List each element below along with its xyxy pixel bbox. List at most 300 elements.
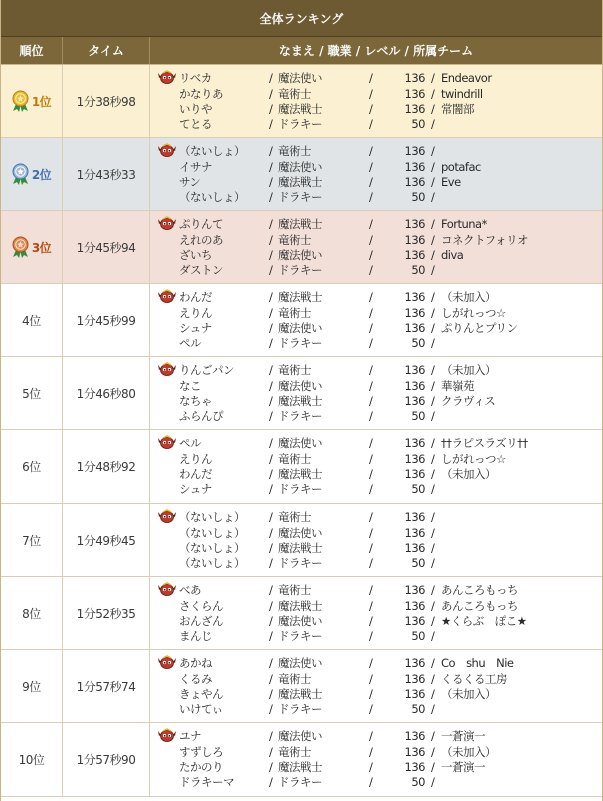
member-team: しがれっつ☆ [441, 306, 506, 320]
member-line [150, 702, 602, 717]
separator: / [269, 102, 273, 116]
member-name: シュナ [179, 321, 212, 335]
rank-label: 10位 [18, 753, 45, 767]
member-team: Endeavor [441, 71, 492, 85]
member-line [150, 217, 602, 232]
members-cell [150, 723, 602, 796]
member-job: 魔法戦士 [278, 687, 322, 701]
member-level: 136 [404, 71, 425, 85]
rank-cell [1, 211, 63, 283]
separator: / [369, 436, 373, 450]
member-team: くるくる工房 [441, 672, 507, 686]
separator: / [369, 160, 373, 174]
member-job: 魔法使い [278, 248, 322, 262]
separator: / [431, 510, 435, 524]
separator: / [269, 263, 273, 277]
separator: / [269, 248, 273, 262]
separator: / [269, 233, 273, 247]
separator: / [369, 760, 373, 774]
member-job: ドラキー [278, 336, 322, 350]
separator: / [369, 629, 373, 643]
separator: / [269, 583, 273, 597]
separator: / [369, 745, 373, 759]
member-list [150, 357, 602, 429]
separator: / [269, 687, 273, 701]
member-line [150, 467, 602, 482]
separator: / [431, 629, 435, 643]
member-level: 136 [404, 583, 425, 597]
member-team: twindrill [441, 87, 483, 101]
member-name: シュナ [179, 482, 212, 496]
separator: / [431, 190, 435, 204]
member-line [150, 672, 602, 687]
member-name: ユナ [179, 729, 201, 743]
member-job: 魔法使い [278, 436, 322, 450]
separator: / [431, 409, 435, 423]
member-level: 50 [411, 702, 425, 716]
separator: / [269, 336, 273, 350]
member-level: 136 [404, 217, 425, 231]
clear-time: 1分57秒74 [76, 679, 136, 694]
separator: / [369, 702, 373, 716]
member-job: 魔法使い [278, 160, 322, 174]
member-level: 136 [404, 144, 425, 158]
member-team: ぷりんとプリン [441, 321, 518, 335]
member-list [150, 577, 602, 649]
member-line [150, 102, 602, 117]
member-name: りんごパン [179, 363, 234, 377]
member-team: ★くらぶ ぽこ★ [441, 614, 527, 628]
member-level: 136 [404, 467, 425, 481]
separator: / [269, 760, 273, 774]
header-time: タイム [63, 37, 150, 64]
separator: / [269, 541, 273, 555]
separator: / [369, 452, 373, 466]
rank-label: 7位 [22, 533, 41, 548]
separator: / [431, 760, 435, 774]
separator: / [269, 71, 273, 85]
rank-cell [1, 577, 63, 649]
separator: / [269, 363, 273, 377]
member-line [150, 775, 602, 790]
member-team: 華嶺苑 [441, 379, 474, 393]
separator: / [431, 117, 435, 131]
member-team: クラヴィス [441, 394, 496, 408]
separator: / [269, 467, 273, 481]
separator: / [369, 233, 373, 247]
separator: / [369, 87, 373, 101]
separator: / [369, 263, 373, 277]
ranking-row [1, 211, 602, 284]
member-line [150, 687, 602, 702]
member-level: 136 [404, 599, 425, 613]
ranking-row [1, 65, 602, 138]
separator: / [369, 409, 373, 423]
separator: / [269, 160, 273, 174]
member-list [150, 211, 602, 283]
header-rank: 順位 [1, 37, 63, 64]
ranking-row [1, 284, 602, 357]
clear-time: 1分46秒80 [76, 386, 136, 401]
member-name: （ないしょ） [179, 510, 245, 524]
member-name: （ないしょ） [179, 556, 245, 570]
member-team: あんころもっち [441, 583, 518, 597]
rank-cell [1, 65, 63, 137]
separator: / [369, 656, 373, 670]
member-level: 136 [404, 687, 425, 701]
member-level: 136 [404, 87, 425, 101]
members-cell [150, 577, 602, 649]
rank-label: 1位 [31, 94, 52, 109]
member-level: 136 [404, 233, 425, 247]
team-leader-icon [157, 362, 177, 376]
member-line [150, 729, 602, 744]
member-name: えりん [179, 306, 212, 320]
members-cell [150, 357, 602, 429]
separator: / [431, 248, 435, 262]
separator: / [269, 409, 273, 423]
member-name: サン [179, 175, 201, 189]
member-job: ドラキー [278, 629, 322, 643]
member-job: ドラキー [278, 190, 322, 204]
member-line [150, 656, 602, 671]
member-job: ドラキー [278, 117, 322, 131]
ranking-row [1, 650, 602, 723]
separator: / [369, 510, 373, 524]
separator: / [269, 290, 273, 304]
time-cell [63, 284, 150, 356]
member-name: イサナ [179, 160, 212, 174]
member-team: ††ラピスラズリ†† [441, 436, 528, 450]
separator: / [369, 482, 373, 496]
separator: / [269, 599, 273, 613]
member-job: 竜術士 [278, 233, 311, 247]
member-level: 136 [404, 175, 425, 189]
team-leader-icon [157, 216, 177, 230]
separator: / [431, 160, 435, 174]
separator: / [269, 614, 273, 628]
member-team: diva [441, 248, 464, 262]
member-list [150, 65, 602, 137]
member-line [150, 583, 602, 598]
member-name: なこ [179, 379, 201, 393]
rank-label: 4位 [22, 313, 41, 328]
separator: / [431, 394, 435, 408]
clear-time: 1分45秒94 [76, 240, 136, 255]
clear-time: 1分49秒45 [76, 533, 136, 548]
separator: / [269, 526, 273, 540]
member-line [150, 175, 602, 190]
member-level: 136 [404, 672, 425, 686]
separator: / [431, 363, 435, 377]
separator: / [269, 394, 273, 408]
separator: / [269, 436, 273, 450]
time-cell [63, 65, 150, 137]
member-line [150, 71, 602, 86]
member-line [150, 248, 602, 263]
time-cell [63, 723, 150, 796]
separator: / [269, 556, 273, 570]
member-name: まんじ [179, 629, 212, 643]
separator: / [431, 526, 435, 540]
separator: / [269, 452, 273, 466]
member-job: 魔法戦士 [278, 217, 322, 231]
separator: / [369, 190, 373, 204]
separator: / [431, 290, 435, 304]
rank-label: 6位 [22, 460, 41, 474]
separator: / [269, 321, 273, 335]
member-job: ドラキー [278, 556, 322, 570]
rank-cell [1, 357, 63, 429]
member-line [150, 336, 602, 351]
member-job: 魔法使い [278, 321, 322, 335]
rank-cell [1, 284, 63, 356]
time-cell [63, 504, 150, 576]
member-level: 136 [404, 452, 425, 466]
member-name: えりん [179, 452, 212, 466]
clear-time: 1分38秒98 [76, 94, 136, 109]
member-team: （未加入） [441, 467, 496, 481]
separator: / [369, 394, 373, 408]
member-job: 竜術士 [278, 452, 311, 466]
member-job: 魔法戦士 [278, 541, 322, 555]
separator: / [269, 672, 273, 686]
ranking-row [1, 577, 602, 650]
separator: / [369, 71, 373, 85]
member-name: ふらんぴ [179, 409, 223, 423]
member-job: 魔法戦士 [278, 760, 322, 774]
separator: / [431, 102, 435, 116]
separator: / [431, 614, 435, 628]
clear-time: 1分57秒90 [76, 753, 136, 767]
member-level: 50 [411, 336, 425, 350]
separator: / [369, 541, 373, 555]
member-name: ダストン [179, 263, 223, 277]
member-line [150, 436, 602, 451]
member-name: べあ [179, 583, 201, 597]
rank-cell [1, 723, 63, 796]
separator: / [369, 175, 373, 189]
member-name: ドラキーマ [179, 775, 234, 789]
rank-label: 5位 [22, 386, 41, 401]
member-name: （ないしょ） [179, 541, 245, 555]
separator: / [269, 656, 273, 670]
member-line [150, 409, 602, 424]
member-list [150, 650, 602, 722]
member-name: リベカ [179, 71, 212, 85]
separator: / [431, 452, 435, 466]
member-level: 50 [411, 629, 425, 643]
member-level: 136 [404, 290, 425, 304]
member-line [150, 290, 602, 305]
member-job: 魔法使い [278, 729, 322, 743]
separator: / [431, 144, 435, 158]
member-team: （未加入） [441, 745, 496, 759]
member-team: 一蒼演一 [441, 729, 485, 743]
member-line [150, 379, 602, 394]
team-leader-icon [157, 289, 177, 303]
member-name: いけてぃ [179, 702, 223, 716]
separator: / [369, 306, 373, 320]
member-level: 50 [411, 482, 425, 496]
separator: / [269, 775, 273, 789]
separator: / [431, 687, 435, 701]
member-team: しがれっつ☆ [441, 452, 506, 466]
rank-cell [1, 430, 63, 503]
team-leader-icon [157, 509, 177, 523]
member-job: 竜術士 [278, 363, 311, 377]
clear-time: 1分45秒99 [76, 313, 136, 328]
team-leader-icon [157, 582, 177, 596]
separator: / [431, 233, 435, 247]
member-job: 魔法使い [278, 379, 322, 393]
member-line [150, 87, 602, 102]
member-job: ドラキー [278, 263, 322, 277]
member-level: 136 [404, 379, 425, 393]
member-team: （未加入） [441, 290, 496, 304]
member-level: 50 [411, 409, 425, 423]
member-name: たかのり [179, 760, 223, 774]
separator: / [269, 175, 273, 189]
separator: / [369, 102, 373, 116]
member-job: ドラキー [278, 775, 322, 789]
clear-time: 1分43秒33 [76, 167, 136, 182]
member-name: ぷりんて [179, 217, 223, 231]
rank-label: 8位 [22, 606, 41, 621]
separator: / [269, 629, 273, 643]
member-list [150, 430, 602, 503]
member-list [150, 284, 602, 356]
member-line [150, 117, 602, 132]
separator: / [431, 306, 435, 320]
member-name: ペル [179, 436, 201, 450]
separator: / [369, 775, 373, 789]
ranking-row [1, 357, 602, 430]
members-cell [150, 430, 602, 503]
member-line [150, 760, 602, 775]
member-team: Eve [441, 175, 461, 189]
member-job: ドラキー [278, 482, 322, 496]
rank-cell [1, 504, 63, 576]
member-list [150, 138, 602, 210]
separator: / [369, 363, 373, 377]
member-name: さくらん [179, 599, 223, 613]
table-title: 全体ランキング [1, 0, 602, 37]
separator: / [431, 672, 435, 686]
rank-label: 9位 [22, 679, 41, 694]
separator: / [269, 117, 273, 131]
member-name: なちゃ [179, 394, 212, 408]
time-cell [63, 138, 150, 210]
separator: / [431, 656, 435, 670]
team-leader-icon [157, 728, 177, 742]
member-team: Fortuna* [441, 217, 487, 231]
member-name: えれのあ [179, 233, 223, 247]
member-job: 魔法使い [278, 71, 322, 85]
separator: / [431, 217, 435, 231]
member-level: 136 [404, 248, 425, 262]
member-team: （未加入） [441, 687, 496, 701]
separator: / [431, 541, 435, 555]
member-name: くるみ [179, 672, 212, 686]
member-list [150, 723, 602, 796]
separator: / [369, 379, 373, 393]
member-job: 竜術士 [278, 583, 311, 597]
member-job: 魔法戦士 [278, 290, 322, 304]
team-leader-icon [157, 70, 177, 84]
separator: / [369, 117, 373, 131]
members-cell [150, 211, 602, 283]
member-job: ドラキー [278, 702, 322, 716]
member-line [150, 482, 602, 497]
separator: / [369, 467, 373, 481]
member-name: （ないしょ） [179, 190, 245, 204]
separator: / [269, 482, 273, 496]
separator: / [369, 556, 373, 570]
separator: / [269, 729, 273, 743]
separator: / [369, 599, 373, 613]
gold-medal-icon [12, 90, 29, 112]
separator: / [431, 263, 435, 277]
member-name: ざいち [179, 248, 212, 262]
separator: / [369, 614, 373, 628]
member-level: 136 [404, 729, 425, 743]
member-name: ペル [179, 336, 201, 350]
member-level: 136 [404, 102, 425, 116]
member-line [150, 556, 602, 571]
member-level: 136 [404, 745, 425, 759]
member-name: わんだ [179, 467, 212, 481]
separator: / [269, 306, 273, 320]
separator: / [431, 71, 435, 85]
member-job: 魔法戦士 [278, 467, 322, 481]
clear-time: 1分48秒92 [76, 460, 136, 474]
member-line [150, 394, 602, 409]
ranking-row [1, 138, 602, 211]
member-job: 竜術士 [278, 306, 311, 320]
separator: / [431, 175, 435, 189]
member-job: 竜術士 [278, 87, 311, 101]
separator: / [369, 290, 373, 304]
rank-cell [1, 138, 63, 210]
member-job: 魔法戦士 [278, 599, 322, 613]
separator: / [369, 687, 373, 701]
separator: / [431, 702, 435, 716]
separator: / [369, 144, 373, 158]
separator: / [431, 599, 435, 613]
separator: / [269, 190, 273, 204]
member-level: 136 [404, 394, 425, 408]
member-level: 136 [404, 363, 425, 377]
member-line [150, 526, 602, 541]
member-line [150, 233, 602, 248]
team-leader-icon [157, 655, 177, 669]
separator: / [269, 144, 273, 158]
member-line [150, 629, 602, 644]
ranking-rows [1, 65, 602, 797]
member-job: 竜術士 [278, 510, 311, 524]
member-job: 魔法使い [278, 526, 322, 540]
members-cell [150, 65, 602, 137]
separator: / [431, 379, 435, 393]
member-name: おんざん [179, 614, 223, 628]
member-name: きょやん [179, 687, 223, 701]
members-cell [150, 650, 602, 722]
separator: / [269, 379, 273, 393]
member-level: 136 [404, 321, 425, 335]
time-cell [63, 650, 150, 722]
members-cell [150, 284, 602, 356]
